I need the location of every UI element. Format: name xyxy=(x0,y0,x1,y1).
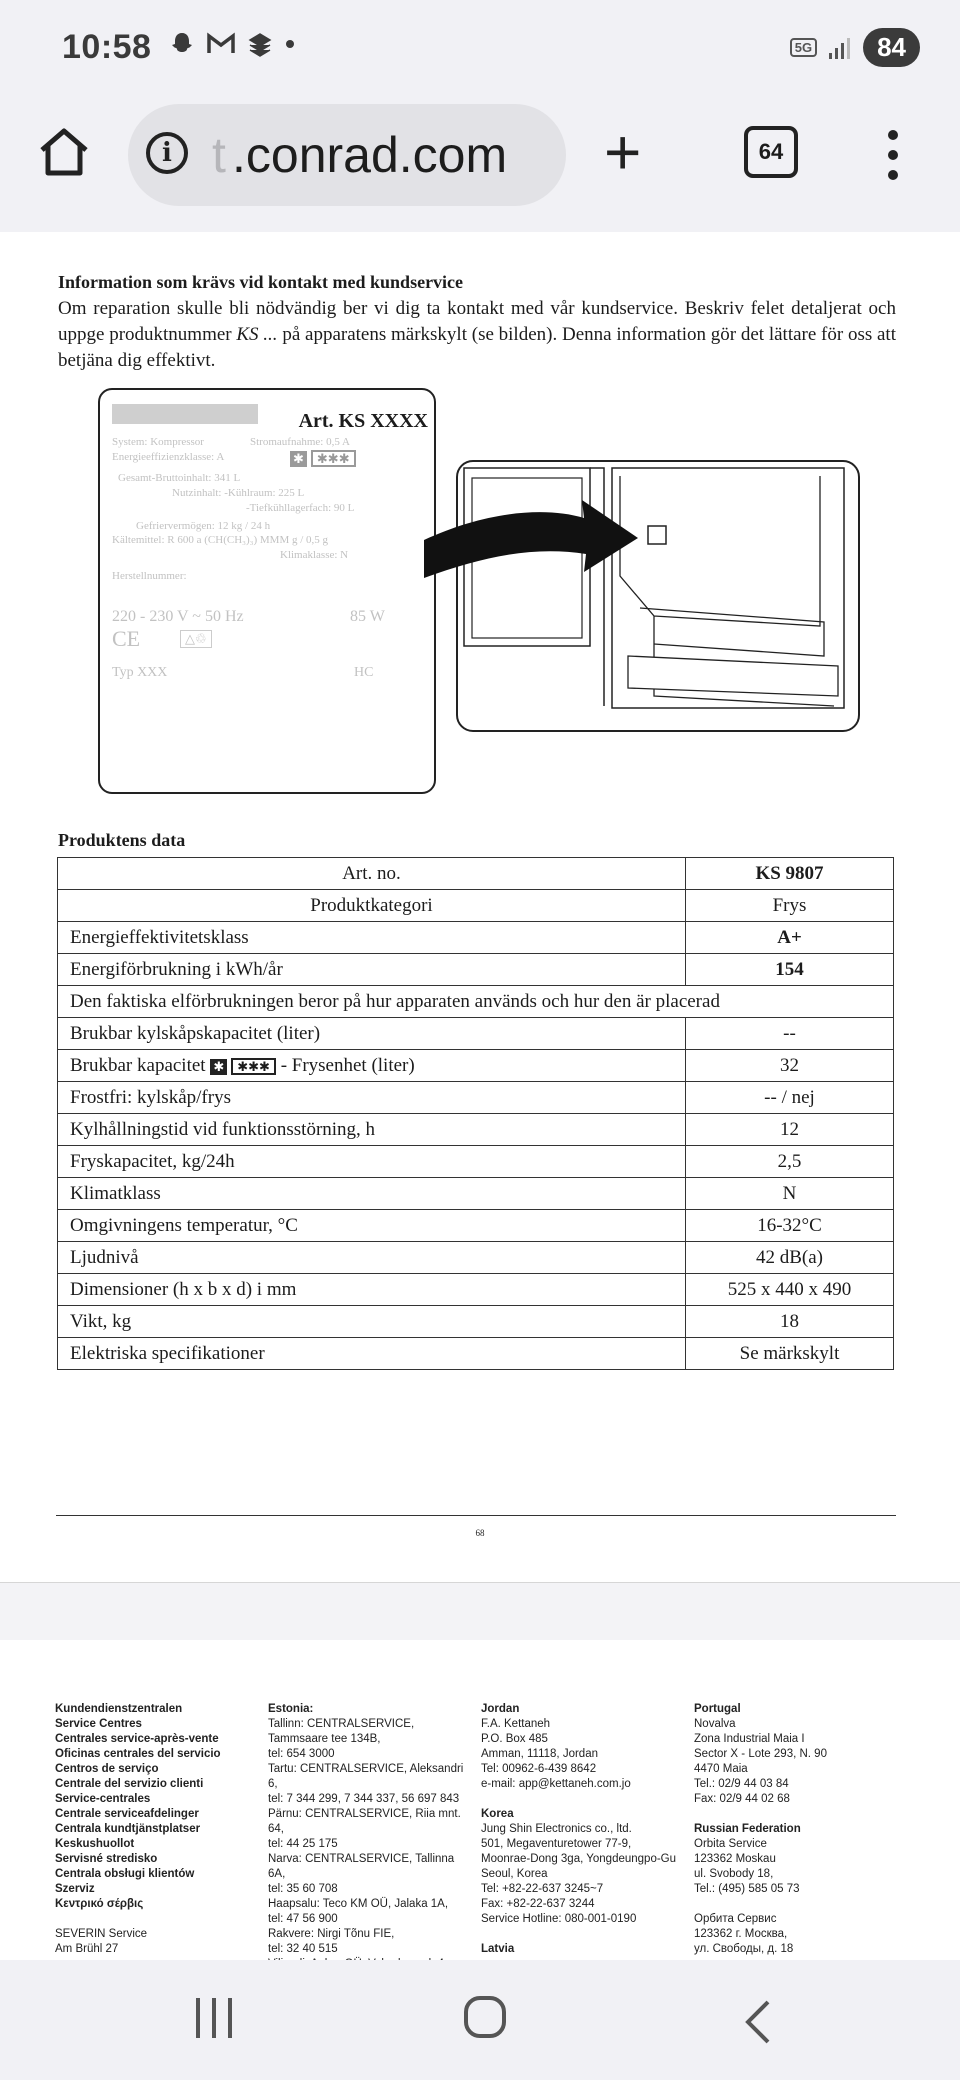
snapchat-icon xyxy=(168,30,196,58)
service-line: F.A. Kettaneh xyxy=(481,1718,551,1730)
service-line: Narva: CENTRALSERVICE, Tallinna 6A, xyxy=(268,1853,455,1880)
service-line: tel: 44 25 175 xyxy=(268,1838,338,1850)
service-column-3 xyxy=(481,1702,686,1957)
row-value: Frys xyxy=(686,890,894,922)
service-line: Latvia xyxy=(481,1943,515,1955)
service-line: Kundendienstzentralen xyxy=(55,1703,183,1715)
row-value: 16-32°C xyxy=(686,1210,894,1242)
row-value: 18 xyxy=(686,1306,894,1338)
row-note: Den faktiska elförbrukningen beror på hur apparaten används och hur den är placerad xyxy=(58,986,894,1018)
service-line: Rakvere: Nirgi Tõnu FIE, xyxy=(268,1928,395,1940)
label-manufacturer-no: Herstellnummer: xyxy=(112,570,187,582)
service-line: 501, Megaventuretower 77-9, xyxy=(481,1838,632,1850)
service-line: tel: 7 344 299, 7 344 337, 56 697 843 xyxy=(268,1793,460,1805)
service-line: ul. Svobody 18, xyxy=(694,1868,774,1880)
service-line: Zona Industrial Maia I xyxy=(694,1733,805,1745)
service-line: Tel.: (495) 585 05 73 xyxy=(694,1883,800,1895)
service-line: P.O. Box 485 xyxy=(481,1733,548,1745)
table-row xyxy=(58,954,894,986)
service-line: Centrales service-après-vente xyxy=(55,1733,219,1745)
service-line xyxy=(694,1807,899,1822)
service-line: Centrale serviceafdelinger xyxy=(55,1808,199,1820)
service-line: Am Brühl 27 xyxy=(55,1943,119,1955)
service-line: tel: 35 60 708 xyxy=(268,1883,338,1895)
service-line: Орбита Сервис xyxy=(694,1913,777,1925)
service-line: tel: 32 40 515 xyxy=(268,1943,338,1955)
table-row xyxy=(58,1178,894,1210)
table-row xyxy=(58,1082,894,1114)
status-time: 10:58 xyxy=(62,28,152,66)
table-row xyxy=(58,1210,894,1242)
service-line: Centrale del servizio clienti xyxy=(55,1778,204,1790)
service-line: Jordan xyxy=(481,1703,520,1715)
service-line: 123362 г. Москва, xyxy=(694,1928,788,1940)
row-value: 32 xyxy=(686,1050,894,1082)
url-bar[interactable] xyxy=(128,104,566,206)
row-label: Klimatklass xyxy=(58,1178,686,1210)
table-row xyxy=(58,1146,894,1178)
row-value: -- / nej xyxy=(686,1082,894,1114)
service-column-2 xyxy=(268,1702,473,2002)
footer-divider xyxy=(56,1515,896,1516)
row-label: Produktkategori xyxy=(58,890,686,922)
home-icon[interactable] xyxy=(36,124,92,180)
service-line: Service Hotline: 080-001-0190 xyxy=(481,1913,637,1925)
info-paragraph: Om reparation skulle bli nödvändig ber vi dig ta kontakt med vår kundservice. Beskriv felet detaljerat och uppge produktnummer KS ... på apparatens märkskylt (se bilden). Denna information gör det lättare för oss att betjäna dig effektivt. xyxy=(58,298,896,371)
table-row xyxy=(58,858,894,890)
tab-switcher-button[interactable]: 64 xyxy=(744,126,798,178)
label-hc: HC xyxy=(354,665,374,680)
row-value: Se märkskylt xyxy=(686,1338,894,1370)
service-line xyxy=(55,1912,260,1927)
service-line xyxy=(694,1897,899,1912)
service-line: Tel: +82-22-637 3245~7 xyxy=(481,1883,604,1895)
service-line: Service Centres xyxy=(55,1718,142,1730)
row-value: 2,5 xyxy=(686,1146,894,1178)
table-row xyxy=(58,1338,894,1370)
row-label: Vikt, kg xyxy=(58,1306,686,1338)
dot-icon xyxy=(284,38,296,50)
row-value: KS 9807 xyxy=(686,858,894,890)
row-label: Elektriska specifikationer xyxy=(58,1338,686,1370)
row-label: Frostfri: kylskåp/frys xyxy=(58,1082,686,1114)
service-line: Centrala kundtjänstplatser xyxy=(55,1823,201,1835)
label-freeze-capacity: Gefriervermögen: 12 kg / 24 h xyxy=(136,520,271,532)
signal-icon xyxy=(827,35,853,61)
service-line xyxy=(481,1927,686,1942)
row-label: Fryskapacitet, kg/24h xyxy=(58,1146,686,1178)
row-label: Omgivningens temperatur, °C xyxy=(58,1210,686,1242)
service-column-1 xyxy=(55,1702,260,1957)
row-label: Energiförbrukning i kWh/år xyxy=(58,954,686,986)
battery-indicator: 84 xyxy=(863,28,920,67)
system-nav-bar xyxy=(0,1960,960,2080)
service-line: Servisné stredisko xyxy=(55,1853,158,1865)
page-number: 68 xyxy=(475,1528,485,1538)
service-line: Jung Shin Electronics co., ltd. xyxy=(481,1823,632,1835)
recycle-icon: △♲ xyxy=(180,630,212,648)
table-row xyxy=(58,1114,894,1146)
service-line: Κεντρικό σέρβις xyxy=(55,1898,144,1910)
service-line: Moonrae-Dong 3ga, Yongdeungpo-Gu xyxy=(481,1853,677,1865)
table-row xyxy=(58,1050,894,1082)
service-column-4 xyxy=(694,1702,899,1957)
product-spec-table xyxy=(57,857,894,1370)
service-line: Tel.: 02/9 44 03 84 xyxy=(694,1778,789,1790)
service-line: Oficinas centrales del servicio xyxy=(55,1748,221,1760)
row-label: Energieffektivitetsklass xyxy=(58,922,686,954)
service-line: Keskushuollot xyxy=(55,1838,135,1850)
label-system: System: Kompressor xyxy=(112,436,204,448)
row-value: N xyxy=(686,1178,894,1210)
table-row xyxy=(58,1018,894,1050)
info-heading: Information som krävs vid kontakt med kundservice xyxy=(58,272,464,292)
service-line: Russian Federation xyxy=(694,1823,801,1835)
label-typ: Typ XXX xyxy=(112,665,168,680)
service-line: 123362 Moskau xyxy=(694,1853,776,1865)
table-row xyxy=(58,922,894,954)
service-line: SEVERIN Service xyxy=(55,1928,148,1940)
label-net: Nutzinhalt: -Kühlraum: 225 L xyxy=(172,487,305,499)
network-5g-icon: 5G xyxy=(790,38,817,57)
fridge-illustration xyxy=(424,456,864,756)
label-freeze-compartment: -Tiefkühllagerfach: 90 L xyxy=(246,502,355,514)
service-line: Szerviz xyxy=(55,1883,95,1895)
service-line: Estonia: xyxy=(268,1703,314,1715)
row-value: A+ xyxy=(686,922,894,954)
row-value: 154 xyxy=(686,954,894,986)
row-value: -- xyxy=(686,1018,894,1050)
label-art-number: Art. KS XXXX xyxy=(298,410,428,432)
table-row xyxy=(58,986,894,1018)
service-line: Amman, 11118, Jordan xyxy=(481,1748,598,1760)
url-prefix: t xyxy=(212,127,226,183)
service-line: Tartu: CENTRALSERVICE, Aleksandri 6, xyxy=(268,1763,464,1790)
service-line: Pärnu: CENTRALSERVICE, Riia mnt. 64, xyxy=(268,1808,461,1835)
row-label: Art. no. xyxy=(58,858,686,890)
service-line: Haapsalu: Teco KM OÜ, Jalaka 1A, xyxy=(268,1898,449,1910)
service-line: Fax: 02/9 44 02 68 xyxy=(694,1793,790,1805)
row-label: Brukbar kapacitet ✱ ✱✱✱ - Frysenhet (liter) xyxy=(58,1050,686,1082)
table-row xyxy=(58,890,894,922)
row-value: 42 dB(a) xyxy=(686,1242,894,1274)
service-line: Seoul, Korea xyxy=(481,1868,548,1880)
label-gross: Gesamt-Bruttoinhalt: 341 L xyxy=(118,472,241,484)
service-line: Tel: 00962-6-439 8642 xyxy=(481,1763,597,1775)
row-label: Ljudnivå xyxy=(58,1242,686,1274)
service-line: Tallinn: CENTRALSERVICE, xyxy=(268,1718,415,1730)
row-value: 12 xyxy=(686,1114,894,1146)
label-strom: Stromaufnahme: 0,5 A xyxy=(250,436,350,448)
row-value: 525 x 440 x 490 xyxy=(686,1274,894,1306)
row-label: Kylhållningstid vid funktionsstörning, h xyxy=(58,1114,686,1146)
service-line: Novalva xyxy=(694,1718,736,1730)
more-menu-icon[interactable] xyxy=(888,130,900,190)
notification-icons xyxy=(168,30,296,58)
label-energy-class: Energieeffizienzklasse: A xyxy=(112,451,225,463)
rating-plate-illustration xyxy=(98,388,436,794)
row-label: Dimensioner (h x b x d) i mm xyxy=(58,1274,686,1306)
service-line: ул. Свободы, д. 18 xyxy=(694,1943,794,1955)
pdf-page xyxy=(0,232,960,1583)
service-line: Centrala obsługi klientów xyxy=(55,1868,195,1880)
table-row xyxy=(58,1242,894,1274)
label-climate: Klimaklasse: N xyxy=(280,549,349,561)
service-line: Portugal xyxy=(694,1703,741,1715)
star-rating-icon: ✱ ✱✱✱ xyxy=(210,1058,276,1075)
service-line: e-mail: app@kettaneh.com.jo xyxy=(481,1778,631,1790)
label-watt: 85 W xyxy=(350,608,385,625)
label-star-rating: ✱ ✱✱✱ xyxy=(290,450,356,467)
service-line: Korea xyxy=(481,1808,514,1820)
nav-back-icon[interactable] xyxy=(742,2000,772,2044)
browser-toolbar xyxy=(0,96,960,233)
label-redacted-bar xyxy=(112,404,258,424)
recent-apps-icon[interactable] xyxy=(196,1998,232,2038)
service-line: tel: 654 3000 xyxy=(268,1748,335,1760)
label-coolant: Kältemittel: R 600 a (CH(CH₃)₃) MMM g / 0,5 g xyxy=(112,534,329,546)
service-line: tel: 47 56 900 xyxy=(268,1913,338,1925)
product-heading: Produktens data xyxy=(58,830,186,850)
label-voltage: 220 - 230 V ~ 50 Hz xyxy=(112,608,244,625)
site-info-icon[interactable]: i xyxy=(146,132,188,174)
service-line: Tammsaare tee 134B, xyxy=(268,1733,381,1745)
service-line: 4470 Maia xyxy=(694,1763,748,1775)
gmail-icon xyxy=(206,31,236,57)
url-text: .conrad.com xyxy=(232,127,508,183)
service-line: Service-centrales xyxy=(55,1793,151,1805)
row-label: Brukbar kylskåpskapacitet (liter) xyxy=(58,1018,686,1050)
new-tab-button[interactable]: + xyxy=(604,116,642,188)
ce-mark-icon: CE xyxy=(112,626,141,651)
service-line: Sector X - Lote 293, N. 90 xyxy=(694,1748,827,1760)
table-row xyxy=(58,1274,894,1306)
status-bar xyxy=(0,0,960,96)
service-line: Fax: +82-22-637 3244 xyxy=(481,1898,595,1910)
stack-icon xyxy=(246,30,274,58)
service-line: Centros de serviço xyxy=(55,1763,159,1775)
service-line: Orbita Service xyxy=(694,1838,767,1850)
table-row xyxy=(58,1306,894,1338)
next-pdf-page xyxy=(0,1640,960,1960)
nav-home-icon[interactable] xyxy=(464,1996,506,2038)
service-line xyxy=(481,1792,686,1807)
